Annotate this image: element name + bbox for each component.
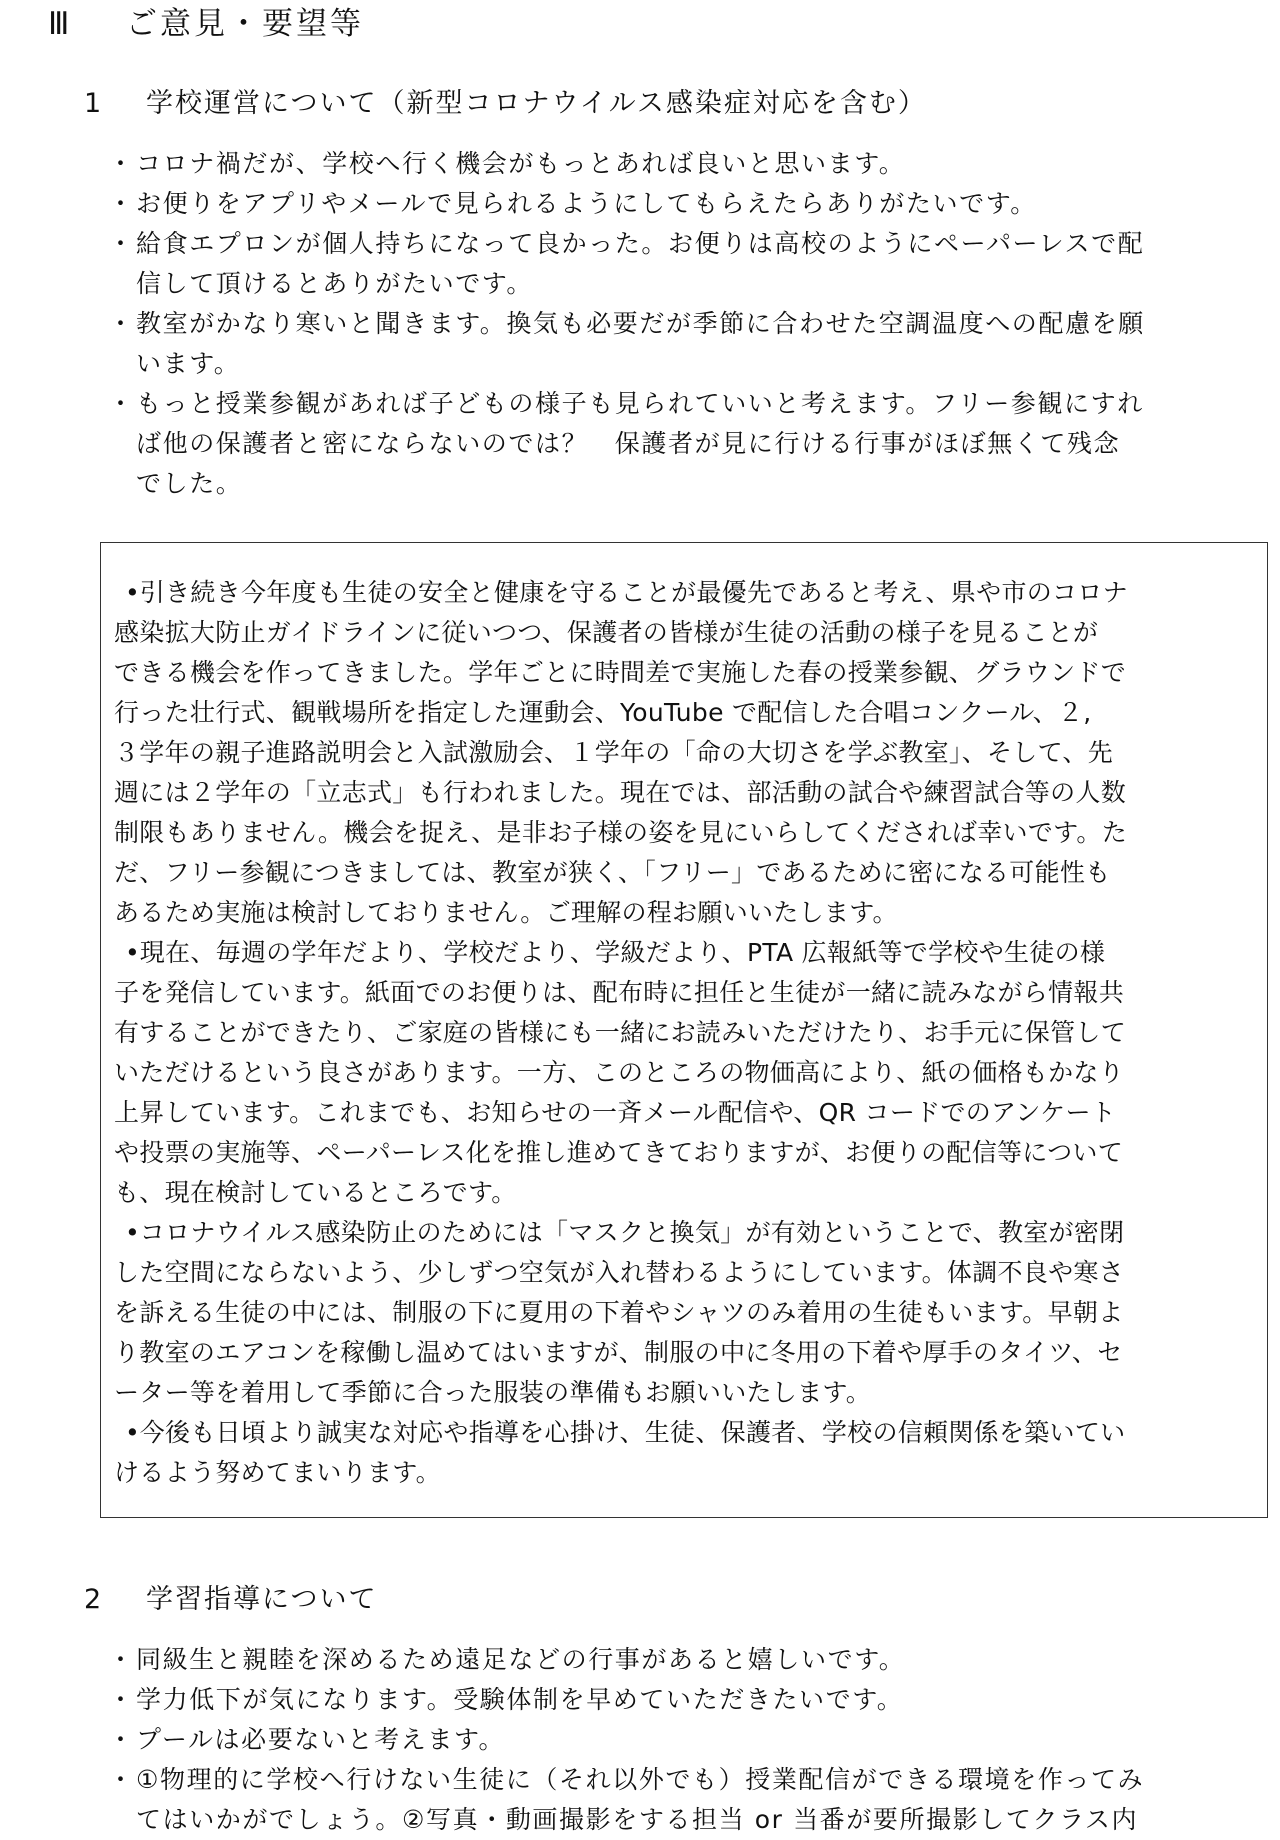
opinion-item: ・ ①物理的に学校へ行けない生徒に（それ以外でも）授業配信ができる環境を作ってみ てはいかがでしょう。②写真・動画撮影をする担当 or 当番が要所撮影してクラス内	[108, 1760, 1274, 1840]
part2-opinion-list	[108, 1640, 1274, 1840]
opinion-item: ・ お便りをアプリやメールで見られるようにしてもらえたらありがたいです。	[108, 184, 1274, 224]
response-item: • 引き続き今年度も生徒の安全と健康を守ることが最優先であると考え、県や市のコロナ 感染拡大防止ガイドラインに従いつつ、保護者の皆様が生徒の活動の様子を見ることが できる機会を作ってきました。学年ごとに時間差で実施した春の授業参観、グラウンドで 行った壮行式、観戦場所を指定した運動会、YouTube で配信した合唱コンクール、２, ３学年の親子進路説明会と入試激励会、１学年の「命の大切さを学ぶ教室」、そして、先 週には２学年の「立志式」も行われました。現在では、部活動の試合や練習試合等の人数 制限もありません。機会を捉え、是非お子様の姿を見にいらしてくだされば幸いです。た だ、フリー参観につきましては、教室が狭く、「フリー」であるために密になる可能性も あるため実施は検討しておりません。ご理解の程お願いいたします。	[114, 573, 1264, 933]
part2-heading	[84, 1580, 377, 1620]
opinion-item: ・ 同級生と親睦を深めるため遠足などの行事があると嬉しいです。	[108, 1640, 1274, 1680]
section-title-text: ご意見・要望等	[126, 6, 364, 42]
part1-number: 1	[84, 88, 104, 119]
opinion-item: ・ 給食エプロンが個人持ちになって良かった。お便りは高校のようにペーパーレスで配 信して頂けるとありがたいです。	[108, 224, 1274, 304]
part2-number: 2	[84, 1584, 104, 1615]
part2-title: 学習指導について	[146, 1584, 378, 1615]
section-numeral: Ⅲ	[48, 6, 73, 42]
school-response-list	[114, 573, 1264, 1493]
part1-title: 学校運営について（新型コロナウイルス感染症対応を含む）	[146, 88, 927, 119]
response-item: • コロナウイルス感染防止のためには「マスクと換気」が有効ということで、教室が密閉 した空間にならないよう、少しずつ空気が入れ替わるようにしています。体調不良や寒さ を訴える生徒の中には、制服の下に夏用の下着やシャツのみ着用の生徒もいます。早朝よ り教室のエアコンを稼働し温めてはいますが、制服の中に冬用の下着や厚手のタイツ、セ ーター等を着用して季節に合った服装の準備もお願いいたします。	[114, 1213, 1264, 1413]
opinion-item: ・ 学力低下が気になります。受験体制を早めていただきたいです。	[108, 1680, 1274, 1720]
part1-opinion-list	[108, 144, 1274, 504]
section-heading	[48, 2, 364, 46]
school-response-box	[100, 542, 1268, 1518]
part1-heading	[84, 84, 927, 124]
opinion-item: ・ 教室がかなり寒いと聞きます。換気も必要だが季節に合わせた空調温度への配慮を願 います。	[108, 304, 1274, 384]
opinion-item: ・ プールは必要ないと考えます。	[108, 1720, 1274, 1760]
response-item: • 現在、毎週の学年だより、学校だより、学級だより、PTA 広報紙等で学校や生徒の様 子を発信しています。紙面でのお便りは、配布時に担任と生徒が一緒に読みながら情報共 有することができたり、ご家庭の皆様にも一緒にお読みいただけたり、お手元に保管して いただけるという良さがあります。一方、このところの物価高により、紙の価格もかなり 上昇しています。これまでも、お知らせの一斉メール配信や、QR コードでのアンケート や投票の実施等、ペーパーレス化を推し進めてきておりますが、お便りの配信等について も、現在検討しているところです。	[114, 933, 1264, 1213]
opinion-item: ・ もっと授業参観があれば子どもの様子も見られていいと考えます。フリー参観にすれ ば他の保護者と密にならないのでは？ 保護者が見に行ける行事がほぼ無くて残念 でした。	[108, 384, 1274, 504]
opinion-item: ・ コロナ禍だが、学校へ行く機会がもっとあれば良いと思います。	[108, 144, 1274, 184]
response-item: • 今後も日頃より誠実な対応や指導を心掛け、生徒、保護者、学校の信頼関係を築いてい けるよう努めてまいります。	[114, 1413, 1264, 1493]
